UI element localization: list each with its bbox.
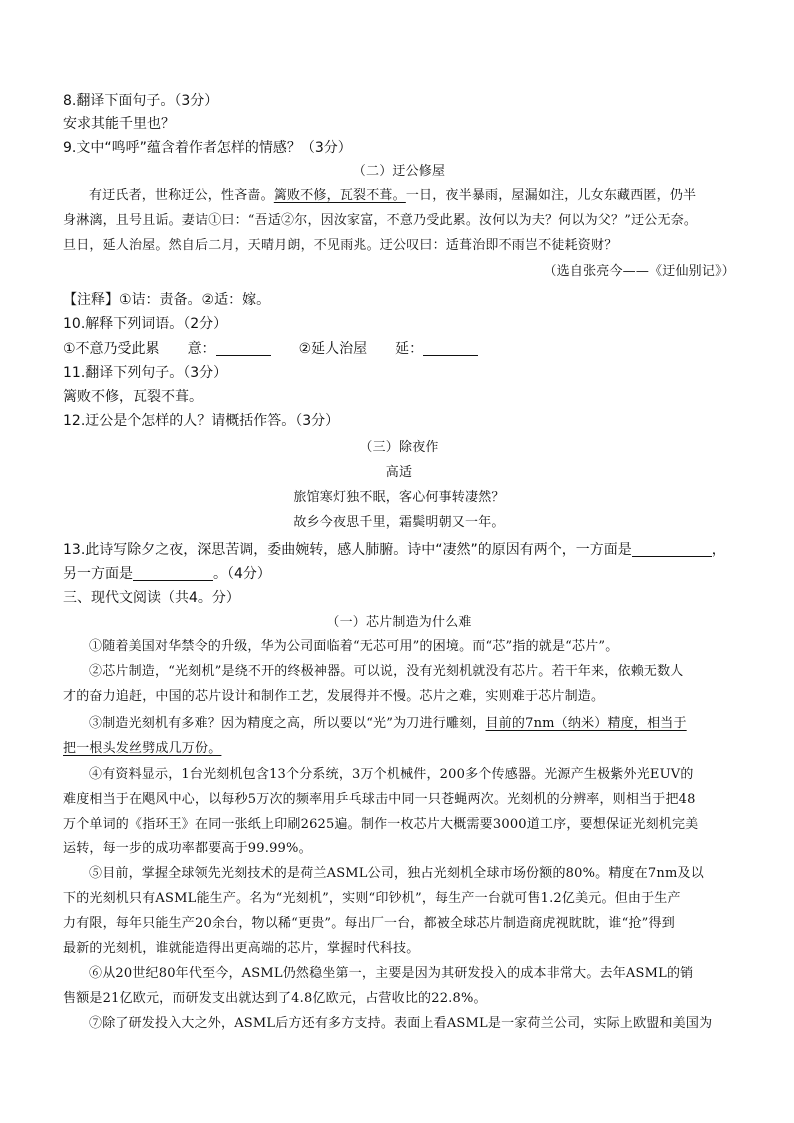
q12-stem: 12.迂公是个怎样的人？请概括作答。（3分） bbox=[63, 413, 340, 429]
q13-tail: 。（4分） bbox=[213, 566, 271, 582]
passage4-title: （一）芯片制造为什么难 bbox=[326, 615, 472, 630]
passage2-title: （二）迂公修屋 bbox=[352, 164, 446, 179]
q8-stem: 8.翻译下面句子。（3分） bbox=[63, 93, 219, 109]
passage4-para2: 才的奋力追赶，中国的芯片设计和制作工艺，发展得并不慢。芯片之难，实则难于芯片制造。 bbox=[63, 689, 605, 704]
answer-blank[interactable] bbox=[632, 540, 712, 557]
q13-line1 bbox=[63, 539, 735, 561]
passage4-para3 bbox=[63, 713, 735, 735]
passage4-para3 bbox=[63, 738, 735, 760]
passage4-underlined-sentence: 目前的7nm（纳米）精度，相当于 bbox=[485, 716, 687, 731]
q10-item1: ①不意乃受此累 bbox=[63, 341, 160, 357]
passage4-para5: 下的光刻机只有ASML能生产。名为“光刻机”，实则“印钞机”，每生产一台就可售1.2亿美元。但由于生产 bbox=[63, 891, 681, 906]
passage4-underlined-sentence: 把一根头发丝劈成几万份。 bbox=[63, 741, 222, 756]
passage4-para2: ②芯片制造，“光刻机”是绕不开的终极神器。可以说，没有光刻机就没有芯片。若干年来，依赖无数人 bbox=[89, 664, 684, 679]
q10-word2: 延： bbox=[395, 341, 424, 357]
q8-sentence: 安求其能千里也？ bbox=[63, 116, 175, 132]
passage4-para6: ⑥从20世纪80年代至今，ASML仍然稳坐第一，主要是因为其研发投入的成本非常大。去年ASML的销 bbox=[89, 966, 694, 981]
passage2-underlined-sentence: 篱败不修，瓦裂不葺。 bbox=[273, 188, 406, 203]
passage2-source: （选自张亮今——《迂仙别记》） bbox=[543, 264, 735, 279]
passage3-title: （三）除夜作 bbox=[359, 440, 439, 455]
q10-item2: ②延人治屋 bbox=[298, 341, 368, 357]
passage4-para5: ⑤目前，掌握全球领先光刻技术的是荷兰ASML公司，独占光刻机全球市场份额的80%。精度在7nm及以 bbox=[89, 866, 704, 881]
passage2-text: 一日，夜半暴雨，屋漏如注，儿女东藏西匿，仍半 bbox=[405, 188, 697, 203]
passage4-para5: 力有限，每年只能生产20余台，物以稀“更贵”。每出厂一台，都被全球芯片制造商虎视眈眈，谁“抢”得到 bbox=[63, 916, 675, 931]
section-heading: 三、现代文阅读（共4。分） bbox=[63, 590, 240, 606]
passage4-para1: ①随着美国对华禁令的升级，华为公司面临着“无芯可用”的困境。而“芯”指的就是“芯片”。 bbox=[89, 639, 619, 654]
passage4-text: ③制造光刻机有多难？因为精度之高，所以要以“光”为刀进行雕刻， bbox=[89, 716, 486, 731]
answer-blank[interactable] bbox=[133, 564, 213, 581]
answer-blank[interactable] bbox=[216, 339, 271, 356]
q10-items bbox=[63, 338, 735, 360]
annotation-label: 【注释】 bbox=[63, 292, 119, 308]
passage4-para4: 难度相当于在飓风中心，以每秒5万次的频率用乒乓球击中同一只苍蝇两次。光刻机的分辨率，则相当于把48 bbox=[63, 792, 696, 807]
passage4-para4: ④有资料显示，1台光刻机包含13个分系统，3万个机械件，200多个传感器。光源产生极紫外光EUV的 bbox=[89, 767, 694, 782]
annotation-text: ①诘：责备。②适：嫁。 bbox=[119, 292, 271, 308]
passage2-line3: 旦日，延人治屋。然自后二月，天晴月朗，不见雨兆。迂公叹曰：适葺治即不雨岂不徒耗资财？ bbox=[63, 238, 618, 253]
annotation bbox=[63, 289, 735, 311]
passage4-para6: 售额是21亿欧元，而研发支出就达到了4.8亿欧元，占营收比的22.8%。 bbox=[63, 991, 487, 1006]
poem-line1: 旅馆寒灯独不眠，客心何事转凄然？ bbox=[293, 490, 505, 505]
q9-stem: 9.文中“鸣呼”蕴含着作者怎样的情感？（3分） bbox=[63, 140, 352, 156]
q10-stem: 10.解释下列词语。（2分） bbox=[63, 316, 228, 332]
passage4-para4: 万个单词的《指环王》在同一张纸上印刷2625遍。制作一枚芯片大概需要3000道工序，要想保证光刻机完美 bbox=[63, 817, 699, 832]
q13-line2 bbox=[63, 563, 735, 585]
passage4-para7: ⑦除了研发投入大之外，ASML后方还有多方支持。表面上看ASML是一家荷兰公司，实际上欧盟和美国为 bbox=[89, 1016, 713, 1031]
passage4-para4: 运转，每一步的成功率都要高于99.99%。 bbox=[63, 841, 312, 856]
q13-text: 另一方面是 bbox=[63, 566, 133, 582]
q13-text: 13.此诗写除夕之夜，深思苦调，委曲婉转，感人肺腑。诗中“凄然”的原因有两个，一方面是 bbox=[63, 542, 632, 558]
q13-comma: ， bbox=[711, 542, 726, 558]
poem-line2: 故乡今夜思千里，霜鬓明朝又一年。 bbox=[293, 515, 505, 530]
q11-sentence: 篱败不修，瓦裂不葺。 bbox=[63, 389, 203, 405]
q10-word1: 意： bbox=[187, 341, 216, 357]
passage2-line2: 身淋漓，且号且诟。妻诘①曰：“吾适②尔，因汝家富，不意乃受此累。汝何以为夫？何以为父？”迂公无奈。 bbox=[63, 213, 698, 228]
q11-stem: 11.翻译下列句子。（3分） bbox=[63, 365, 228, 381]
passage2-text: 有迂氏者，世称迂公，性吝啬。 bbox=[89, 188, 274, 203]
passage2-line1 bbox=[63, 185, 735, 207]
answer-blank[interactable] bbox=[423, 339, 478, 356]
poem-author: 高适 bbox=[385, 465, 413, 480]
passage4-para5: 最新的光刻机，谁就能造得出更高端的芯片，掌握时代科技。 bbox=[63, 941, 420, 956]
